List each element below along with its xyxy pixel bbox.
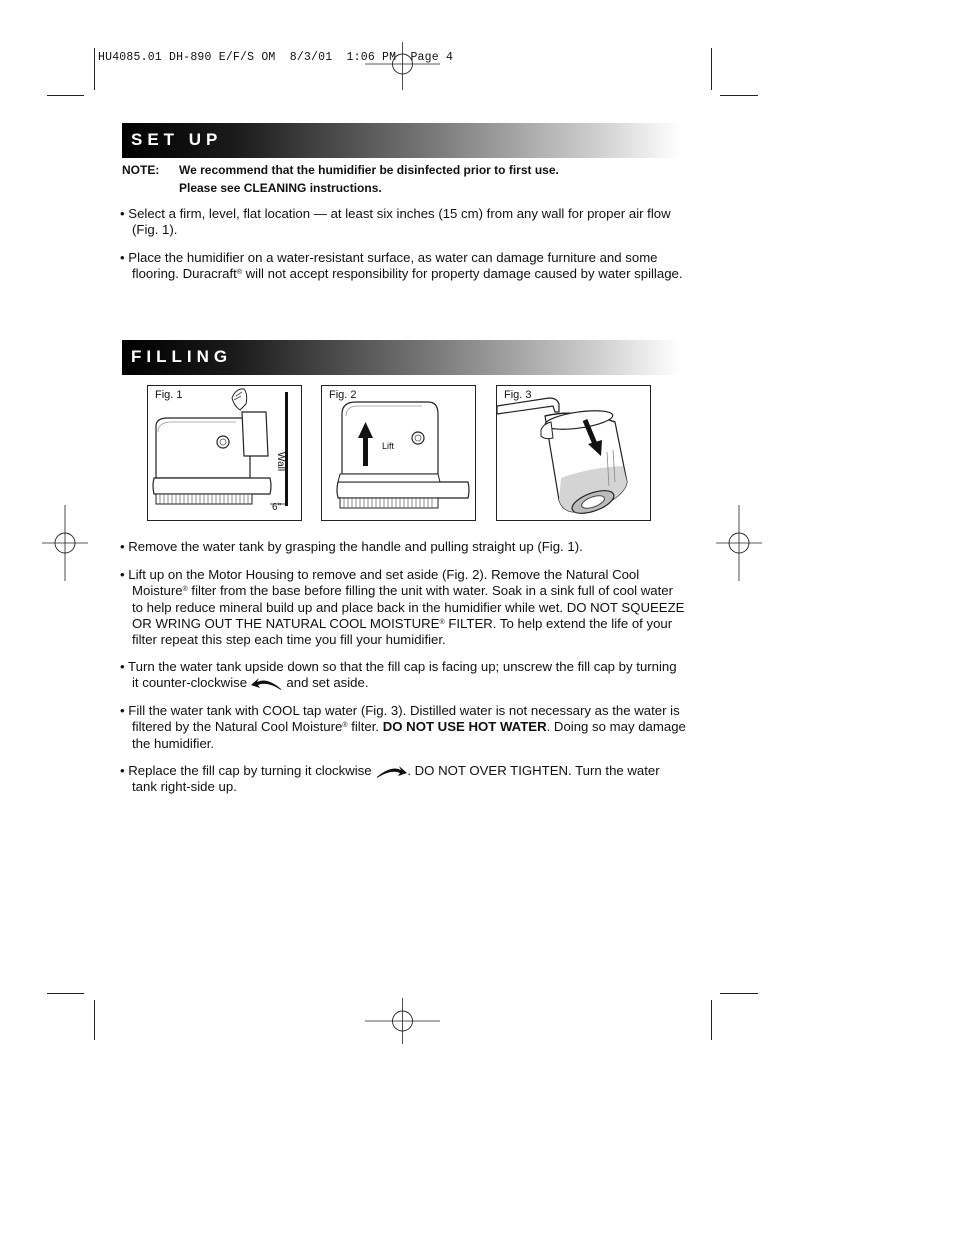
fig2-motor-housing-illustration [322, 386, 476, 521]
filling-bullet-unscrew-cap: • Turn the water tank upside down so that the fill cap is facing up; unscrew the fill cap by turning it counter-clockwise and set aside. [120, 659, 677, 691]
filling-bullet-lift-housing: • Lift up on the Motor Housing to remove and set aside (Fig. 2). Remove the Natural Cool Moisture® filter from the base before filling the unit with water. Soak in a sink full of cool water to help reduce mineral build up and place back in the humidifier while wet. DO NOT SQUEEZE OR WRING OUT THE NATURAL COOL MOISTURE® FILTER. To help extend the life of your filter repeat this step each time you fill your humidifier. [120, 567, 685, 648]
fig2-lift-label: Lift [382, 441, 395, 451]
counterclockwise-arrow-icon [251, 677, 283, 691]
registration-mark-bottom-icon [365, 998, 440, 1044]
fig2-label: Fig. 2 [329, 389, 357, 401]
fig1-label: Fig. 1 [155, 389, 183, 401]
figure-1 [147, 385, 302, 521]
filling-bullet-replace-cap: • Replace the fill cap by turning it clockwise . DO NOT OVER TIGHTEN. Turn the water tank right-side up. [120, 763, 660, 795]
fig1-distance-label: 6" [272, 502, 282, 513]
filling-title: FILLING [131, 347, 233, 366]
registration-mark-left-icon [42, 505, 88, 581]
fig1-wall-label: Wall [275, 452, 286, 472]
print-header: HU4085.01 DH-890 E/F/S OM 8/3/01 1:06 PM Page 4 [98, 51, 454, 64]
note-line-1: We recommend that the humidifier be disinfected prior to first use. [179, 163, 559, 177]
setup-bullet-surface: • Place the humidifier on a water-resistant surface, as water can damage furniture and some flooring. Duracraft® will not accept responsibility for property damage caused by water spillage. [120, 250, 683, 282]
registration-mark-top-icon [365, 42, 440, 90]
setup-section-header [122, 123, 681, 158]
note-label: NOTE: [122, 163, 160, 177]
clockwise-arrow-icon [375, 765, 407, 779]
registration-mark-right-icon [716, 505, 762, 581]
filling-bullet-remove-tank: • Remove the water tank by grasping the handle and pulling straight up (Fig. 1). [120, 539, 583, 554]
setup-title: SET UP [131, 130, 223, 149]
figure-3 [496, 385, 651, 521]
setup-bullet-location: • Select a firm, level, flat location — at least six inches (15 cm) from any wall for proper air flow (Fig. 1). [120, 206, 671, 238]
figure-2 [321, 385, 476, 521]
filling-bullet-fill-tank: • Fill the water tank with COOL tap water (Fig. 3). Distilled water is not necessary as the water is filtered by the Natural Cool Moisture® filter. DO NOT USE HOT WATER. Doing so may damage the humidifier. [120, 703, 686, 751]
filling-section-header [122, 340, 681, 375]
fig3-label: Fig. 3 [504, 389, 532, 401]
note-line-2: Please see CLEANING instructions. [179, 181, 382, 195]
fig3-tank-filling-illustration [497, 386, 651, 521]
